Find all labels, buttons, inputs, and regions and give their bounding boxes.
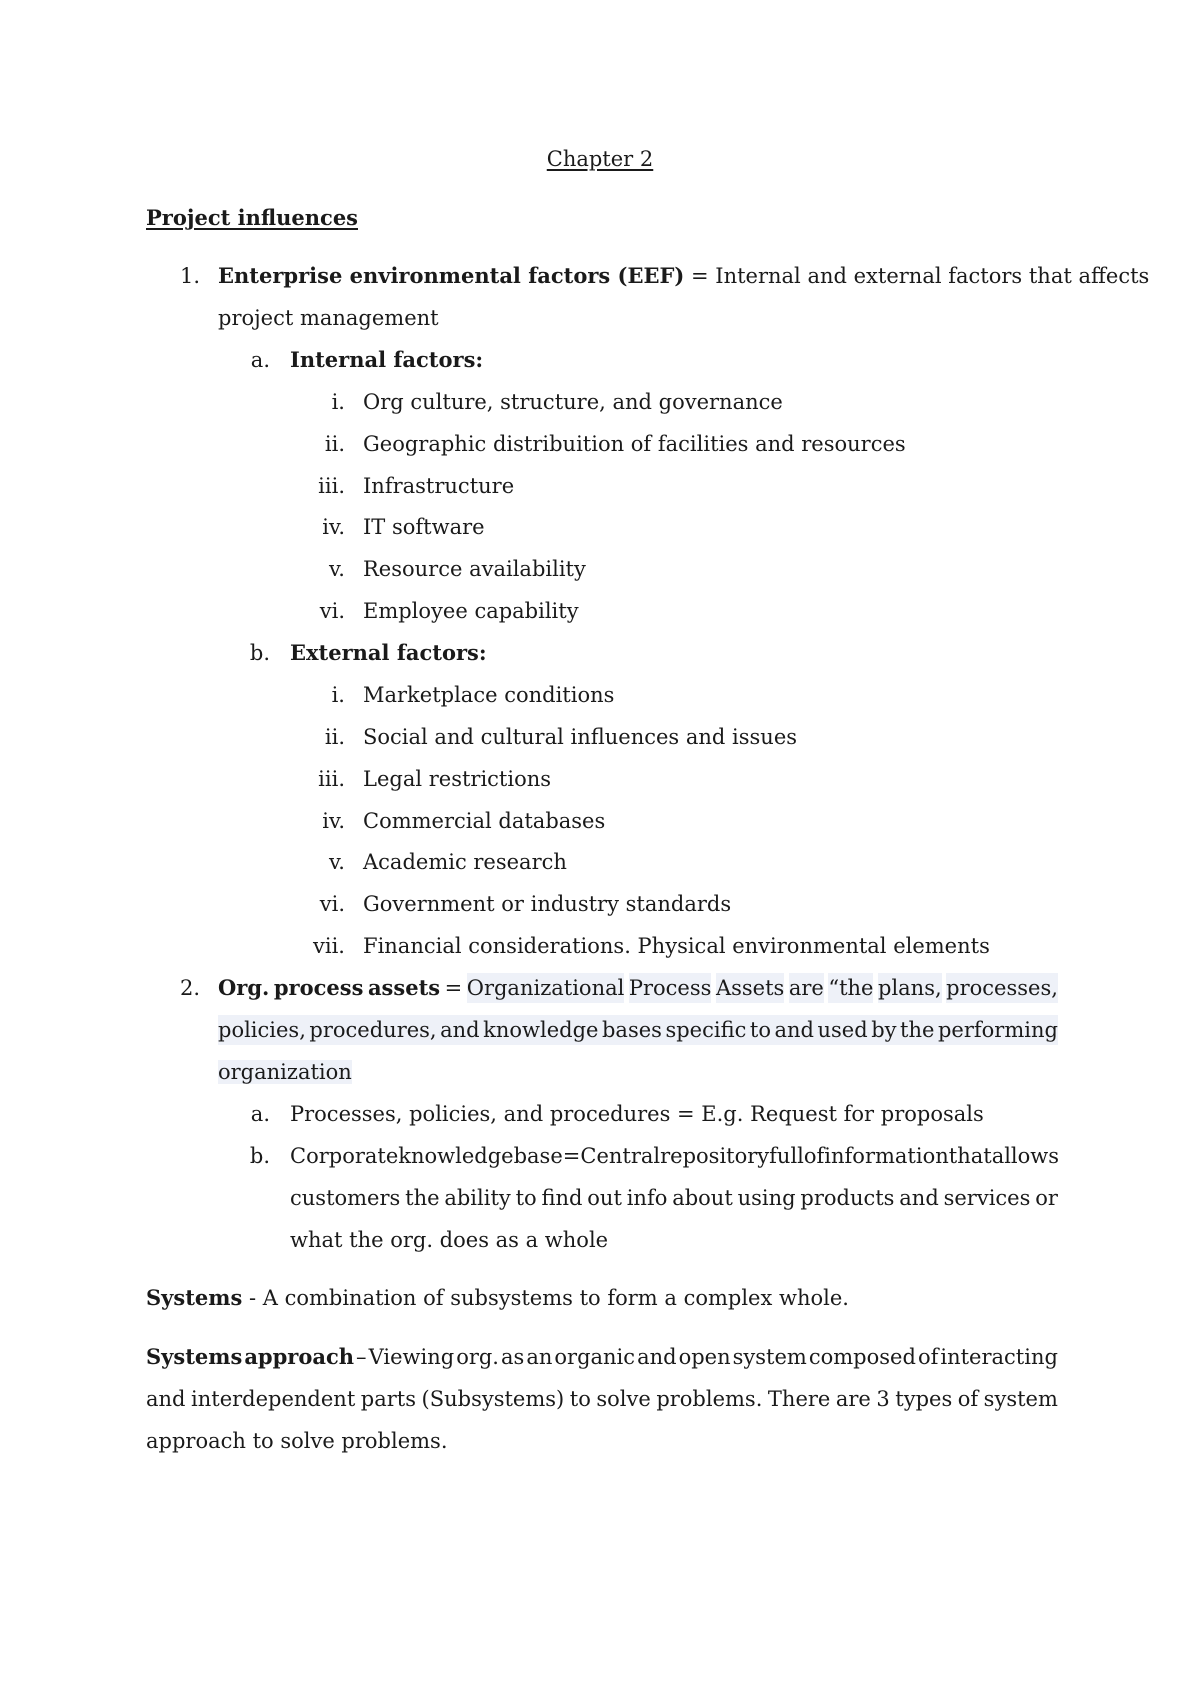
word: the xyxy=(405,1186,440,1210)
list-item: Resource availability xyxy=(363,557,586,581)
opa-term-word: assets xyxy=(367,975,441,1000)
word: “the xyxy=(828,973,873,1003)
list-item: Org culture, structure, and governance xyxy=(363,390,783,414)
word: base xyxy=(513,1144,563,1168)
word: interacting xyxy=(940,1345,1058,1369)
word: customers xyxy=(290,1186,401,1210)
word: Process xyxy=(629,973,712,1003)
word: by xyxy=(871,1018,897,1042)
external-factors-label: External factors: xyxy=(290,640,487,665)
word: organic xyxy=(554,1345,636,1369)
word: and xyxy=(774,1018,814,1042)
word: = xyxy=(444,976,463,1000)
word: interdependent xyxy=(191,1387,356,1411)
opa-sub-a-text: Processes, policies, and procedures = E.g. Request for proposals xyxy=(290,1102,984,1126)
word: used xyxy=(817,1018,868,1042)
list-roman: ii. xyxy=(324,725,345,749)
word: = xyxy=(562,1144,581,1168)
systems-approach-line-3: approach to solve problems. xyxy=(146,1429,448,1453)
word: specific xyxy=(665,1018,747,1042)
list-roman: iii. xyxy=(318,767,345,791)
word: system xyxy=(983,1387,1058,1411)
word: and xyxy=(637,1345,677,1369)
list-roman: v. xyxy=(328,850,345,874)
list-roman: iv. xyxy=(322,809,345,833)
word: and xyxy=(146,1387,186,1411)
list-roman: i. xyxy=(331,390,345,414)
list-item: Geographic distribuition of facilities and resources xyxy=(363,432,906,456)
opa-sub-b-marker: b. xyxy=(249,1144,270,1168)
word: are xyxy=(835,1387,871,1411)
word: 3 xyxy=(876,1387,890,1411)
list-number-1: 1. xyxy=(179,264,200,288)
word: open xyxy=(678,1345,731,1369)
opa-line-1 xyxy=(218,973,1058,1003)
external-marker: b. xyxy=(249,641,270,665)
word: to xyxy=(515,1186,537,1210)
word: parts xyxy=(360,1387,416,1411)
eef-definition: = Internal and external factors that affects xyxy=(684,264,1150,288)
word: of xyxy=(917,1345,939,1369)
word: to xyxy=(749,1018,771,1042)
eef-line-2: project management xyxy=(218,306,439,330)
word: using xyxy=(737,1186,796,1210)
list-roman: vi. xyxy=(319,892,345,916)
systems-approach-line-2 xyxy=(146,1384,1058,1414)
word: Corporate xyxy=(290,1144,399,1168)
word: plans, xyxy=(878,973,942,1003)
word: to xyxy=(569,1387,591,1411)
word: Assets xyxy=(716,973,784,1003)
word: the xyxy=(900,1018,935,1042)
word: of xyxy=(957,1387,979,1411)
list-item: Infrastructure xyxy=(363,474,515,498)
systems-approach-term-word: Systems xyxy=(146,1344,243,1369)
opa-line-2 xyxy=(218,1015,1058,1045)
word: procedures, xyxy=(309,1018,437,1042)
list-roman: ii. xyxy=(324,432,345,456)
word: processes, xyxy=(946,973,1058,1003)
list-roman: v. xyxy=(328,557,345,581)
word: out xyxy=(587,1186,622,1210)
internal-marker: a. xyxy=(250,348,270,372)
list-roman: iii. xyxy=(318,474,345,498)
word: Viewing xyxy=(368,1345,455,1369)
list-roman: vii. xyxy=(313,934,345,958)
word: an xyxy=(526,1345,553,1369)
opa-sub-b-line-2 xyxy=(290,1183,1058,1213)
list-number-2: 2. xyxy=(179,976,200,1000)
word: products xyxy=(800,1186,895,1210)
word: solve xyxy=(596,1387,651,1411)
word: composed xyxy=(808,1345,916,1369)
list-item: IT software xyxy=(363,515,485,539)
word: Central xyxy=(580,1144,661,1168)
word: There xyxy=(767,1387,831,1411)
opa-sub-b-line-3: what the org. does as a whole xyxy=(290,1228,609,1252)
opa-term-word: process xyxy=(273,975,364,1000)
systems-paragraph xyxy=(146,1283,849,1313)
word: services xyxy=(943,1186,1031,1210)
list-roman: vi. xyxy=(319,599,345,623)
list-roman: iv. xyxy=(322,515,345,539)
word: Organizational xyxy=(467,973,625,1003)
word: information xyxy=(824,1144,949,1168)
opa-sub-b-line-1 xyxy=(290,1141,1058,1171)
word: types xyxy=(895,1387,953,1411)
list-item: Commercial databases xyxy=(363,809,606,833)
list-item: Academic research xyxy=(363,850,567,874)
eef-term: Enterprise environmental factors (EEF) xyxy=(218,263,685,288)
word: full xyxy=(769,1144,804,1168)
opa-line-3 xyxy=(218,1057,352,1087)
word: repository xyxy=(660,1144,770,1168)
word: ability xyxy=(444,1186,511,1210)
eef-line-1 xyxy=(218,261,1149,291)
word: allows xyxy=(991,1144,1060,1168)
systems-term: Systems xyxy=(146,1285,243,1310)
list-item: Financial considerations. Physical environmental elements xyxy=(363,934,990,958)
word: about xyxy=(672,1186,733,1210)
list-roman: i. xyxy=(331,683,345,707)
word: info xyxy=(626,1186,668,1210)
opa-sub-a-marker: a. xyxy=(250,1102,270,1126)
opa-term-word: Org. xyxy=(218,975,270,1000)
word: are xyxy=(789,973,824,1003)
chapter-title: Chapter 2 xyxy=(546,147,654,171)
systems-approach-term-word: approach xyxy=(244,1344,355,1369)
word: performing xyxy=(937,1018,1058,1042)
list-item: Employee capability xyxy=(363,599,579,623)
word: and xyxy=(899,1186,939,1210)
word: as xyxy=(501,1345,525,1369)
word: of xyxy=(803,1144,825,1168)
word: or xyxy=(1035,1186,1058,1210)
list-item: Legal restrictions xyxy=(363,767,552,791)
word: find xyxy=(541,1186,583,1210)
list-item: Government or industry standards xyxy=(363,892,732,916)
word: knowledge xyxy=(398,1144,514,1168)
word: (Subsystems) xyxy=(421,1387,565,1411)
list-item: Marketplace conditions xyxy=(363,683,615,707)
word: – xyxy=(356,1345,367,1369)
section-heading: Project influences xyxy=(146,205,358,230)
systems-approach-line-1 xyxy=(146,1342,1058,1372)
word: knowledge xyxy=(483,1018,599,1042)
word: problems. xyxy=(656,1387,763,1411)
word: and xyxy=(440,1018,480,1042)
internal-factors-label: Internal factors: xyxy=(290,347,484,372)
word: policies, xyxy=(218,1018,306,1042)
word: that xyxy=(948,1144,992,1168)
systems-definition: - A combination of subsystems to form a complex whole. xyxy=(242,1286,849,1310)
word: organization xyxy=(218,1060,352,1084)
word: org. xyxy=(456,1345,499,1369)
list-item: Social and cultural influences and issues xyxy=(363,725,798,749)
word: bases xyxy=(601,1018,662,1042)
word: system xyxy=(732,1345,807,1369)
